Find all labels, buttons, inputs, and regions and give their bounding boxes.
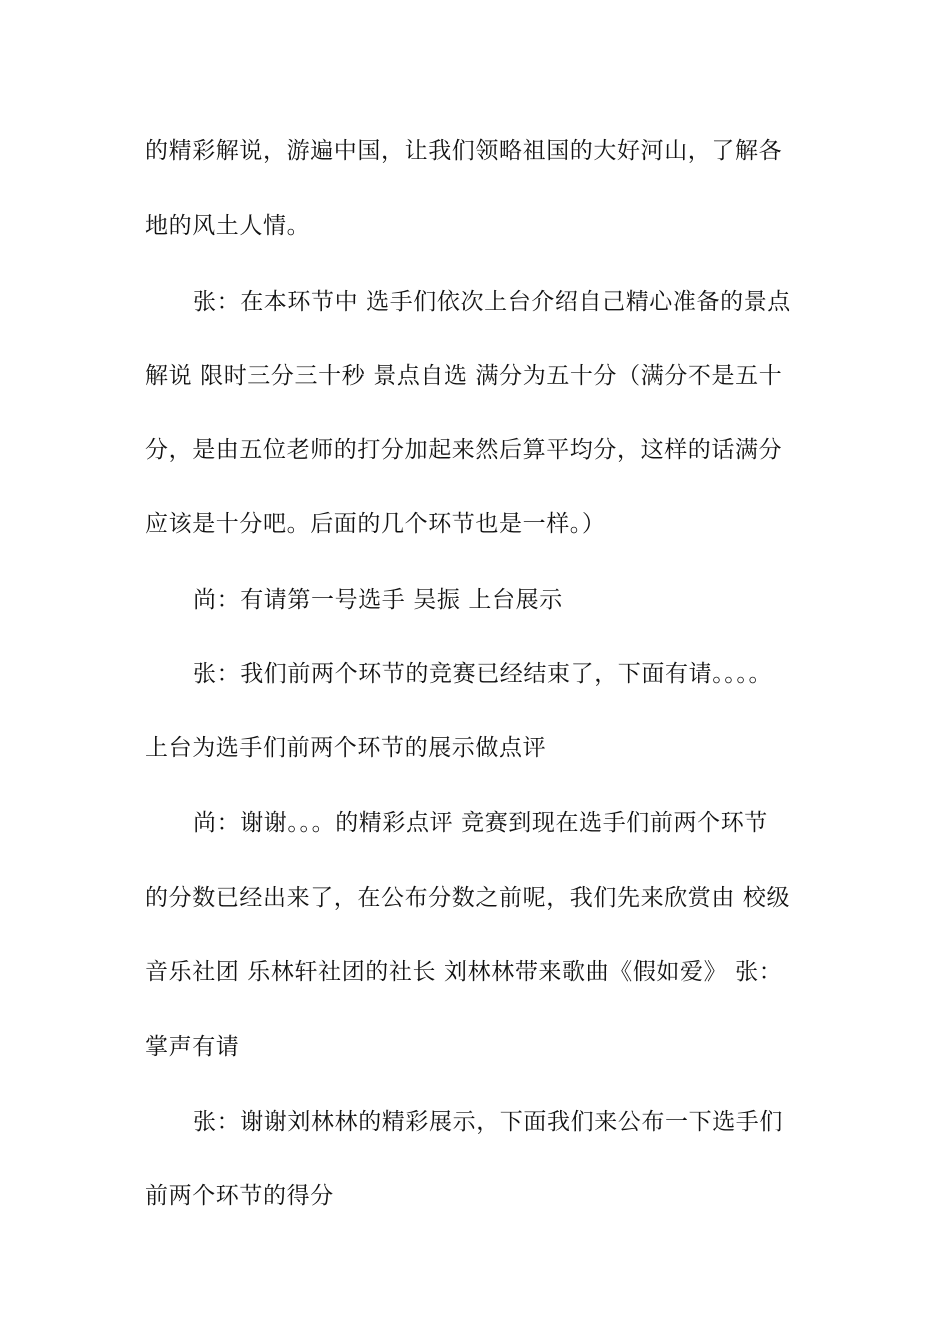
text-line: 尚：谢谢。。。的精彩点评 竞赛到现在选手们前两个环节 xyxy=(193,810,768,836)
text-line: 应该是十分吧。后面的几个环节也是一样。） xyxy=(145,511,606,537)
text-line: 解说 限时三分三十秒 景点自选 满分为五十分（满分不是五十 xyxy=(145,363,783,389)
text-line: 分，是由五位老师的打分加起来然后算平均分，这样的话满分 xyxy=(145,437,783,463)
text-line: 的精彩解说，游遍中国，让我们领略祖国的大好河山，了解各 xyxy=(145,138,783,164)
text-line: 音乐社团 乐林轩社团的社长 刘林林带来歌曲《假如爱》 张： xyxy=(145,959,783,985)
text-line: 尚：有请第一号选手 吴振 上台展示 xyxy=(193,587,563,613)
text-line: 张：谢谢刘林林的精彩展示，下面我们来公布一下选手们 xyxy=(193,1109,783,1135)
text-line: 掌声有请 xyxy=(145,1034,240,1060)
text-line: 的分数已经出来了，在公布分数之前呢，我们先来欣赏由 校级 xyxy=(145,885,791,911)
text-line: 上台为选手们前两个环节的展示做点评 xyxy=(145,735,547,761)
text-line: 地的风土人情。 xyxy=(145,213,311,239)
text-line: 前两个环节的得分 xyxy=(145,1183,334,1209)
text-line: 张：在本环节中 选手们依次上台介绍自己精心准备的景点 xyxy=(193,289,791,315)
text-line: 张：我们前两个环节的竞赛已经结束了，下面有请。。。。 xyxy=(193,661,773,687)
